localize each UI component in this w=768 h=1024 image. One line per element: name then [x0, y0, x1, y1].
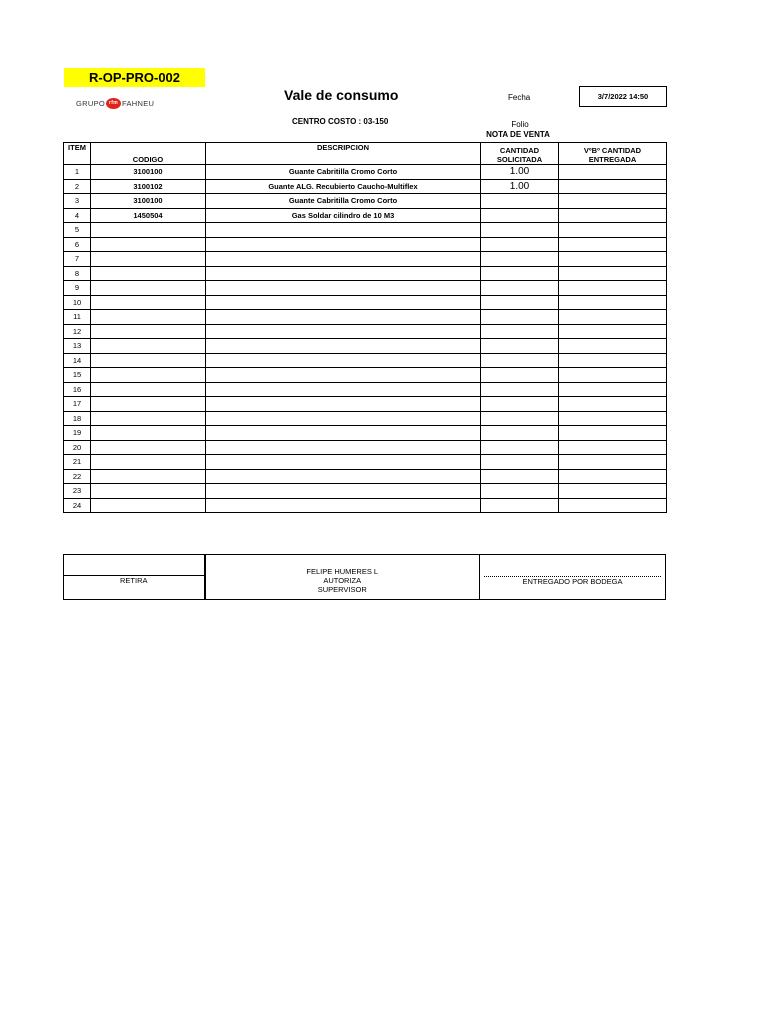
row-cantidad — [481, 237, 559, 252]
row-entregada — [559, 498, 667, 513]
table-row — [64, 194, 667, 209]
row-item: 17 — [64, 397, 91, 412]
row-entregada — [559, 194, 667, 209]
row-item: 10 — [64, 295, 91, 310]
row-codigo — [91, 310, 206, 325]
row-item: 3 — [64, 194, 91, 209]
row-codigo — [91, 281, 206, 296]
row-codigo — [91, 324, 206, 339]
row-descripcion — [206, 353, 481, 368]
row-item: 6 — [64, 237, 91, 252]
fecha-value: 3/7/2022 14:50 — [579, 86, 667, 107]
logo-text-right: FAHNEU — [122, 98, 155, 108]
header-vb-cantidad — [559, 143, 667, 165]
row-descripcion — [206, 469, 481, 484]
retira-cell — [64, 555, 205, 576]
row-item: 23 — [64, 484, 91, 499]
row-codigo — [91, 252, 206, 267]
row-item: 22 — [64, 469, 91, 484]
row-codigo — [91, 411, 206, 426]
row-descripcion — [206, 455, 481, 470]
row-entregada — [559, 484, 667, 499]
row-entregada — [559, 179, 667, 194]
row-descripcion: Guante ALG. Recubierto Caucho-Multiflex — [206, 179, 481, 194]
row-entregada — [559, 223, 667, 238]
centro-costo: CENTRO COSTO : 03-150 — [292, 117, 389, 126]
row-codigo — [91, 339, 206, 354]
table-row — [64, 455, 667, 470]
row-cantidad — [481, 411, 559, 426]
row-item: 11 — [64, 310, 91, 325]
row-entregada — [559, 411, 667, 426]
row-codigo: 3100102 — [91, 179, 206, 194]
row-codigo — [91, 440, 206, 455]
row-entregada — [559, 469, 667, 484]
row-item: 24 — [64, 498, 91, 513]
table-row — [64, 223, 667, 238]
table-row — [64, 339, 667, 354]
folio-label: Folio — [511, 120, 529, 129]
row-item: 18 — [64, 411, 91, 426]
row-descripcion — [206, 223, 481, 238]
retira-label: RETIRA — [64, 576, 205, 600]
row-cantidad — [481, 310, 559, 325]
row-codigo — [91, 455, 206, 470]
header-item: ITEM — [64, 143, 91, 165]
table-row — [64, 165, 667, 180]
supervisor-name-cell — [205, 555, 480, 576]
entregado-label: ENTREGADO POR BODEGA — [522, 576, 623, 586]
table-row — [64, 368, 667, 383]
row-cantidad — [481, 484, 559, 499]
row-cantidad — [481, 469, 559, 484]
table-row — [64, 295, 667, 310]
row-item: 4 — [64, 208, 91, 223]
row-cantidad — [481, 281, 559, 296]
row-descripcion — [206, 324, 481, 339]
row-entregada — [559, 310, 667, 325]
row-entregada — [559, 208, 667, 223]
company-logo — [76, 95, 154, 111]
form-code-badge: R-OP-PRO-002 — [64, 68, 205, 87]
row-cantidad — [481, 339, 559, 354]
row-cantidad: 1.00 — [481, 179, 559, 194]
row-item: 21 — [64, 455, 91, 470]
supervisor-name: FELIPE HUMERES L — [306, 566, 379, 576]
row-entregada — [559, 397, 667, 412]
row-codigo — [91, 484, 206, 499]
row-codigo — [91, 469, 206, 484]
table-row — [64, 440, 667, 455]
row-codigo: 3100100 — [91, 194, 206, 209]
table-row — [64, 498, 667, 513]
row-entregada — [559, 165, 667, 180]
row-cantidad — [481, 208, 559, 223]
row-item: 9 — [64, 281, 91, 296]
fecha-label: Fecha — [508, 93, 531, 102]
header-cantidad-line1: CANTIDAD — [499, 146, 540, 155]
row-codigo — [91, 353, 206, 368]
entregado-cell — [480, 555, 666, 576]
row-descripcion — [206, 252, 481, 267]
row-cantidad — [481, 295, 559, 310]
row-codigo — [91, 397, 206, 412]
row-cantidad — [481, 324, 559, 339]
row-entregada — [559, 252, 667, 267]
row-item: 13 — [64, 339, 91, 354]
header-cantidad-solicitada — [481, 143, 559, 165]
row-codigo — [91, 368, 206, 383]
row-cantidad — [481, 426, 559, 441]
row-cantidad — [481, 194, 559, 209]
row-codigo — [91, 498, 206, 513]
row-entregada — [559, 281, 667, 296]
row-descripcion — [206, 266, 481, 281]
header-codigo: CODIGO — [91, 143, 206, 165]
table-row — [64, 469, 667, 484]
row-entregada — [559, 295, 667, 310]
row-cantidad — [481, 252, 559, 267]
row-codigo — [91, 295, 206, 310]
row-descripcion — [206, 411, 481, 426]
row-item: 15 — [64, 368, 91, 383]
row-entregada — [559, 324, 667, 339]
header-vb-line1: VºBº CANTIDAD — [583, 146, 642, 155]
row-item: 20 — [64, 440, 91, 455]
table-row — [64, 411, 667, 426]
row-codigo: 3100100 — [91, 165, 206, 180]
row-entregada — [559, 237, 667, 252]
row-cantidad: 1.00 — [481, 165, 559, 180]
row-descripcion — [206, 382, 481, 397]
table-row — [64, 281, 667, 296]
table-row — [64, 382, 667, 397]
table-row — [64, 266, 667, 281]
supervisor-label: SUPERVISOR — [317, 584, 367, 594]
row-item: 5 — [64, 223, 91, 238]
row-item: 16 — [64, 382, 91, 397]
table-row — [64, 324, 667, 339]
entregado-label-cell — [480, 576, 666, 600]
row-descripcion: Guante Cabritilla Cromo Corto — [206, 194, 481, 209]
table-row — [64, 426, 667, 441]
row-cantidad — [481, 266, 559, 281]
nota-venta-label: NOTA DE VENTA — [486, 130, 550, 139]
row-codigo — [91, 237, 206, 252]
row-descripcion — [206, 339, 481, 354]
row-descripcion — [206, 426, 481, 441]
row-item: 2 — [64, 179, 91, 194]
row-item: 19 — [64, 426, 91, 441]
table-row — [64, 353, 667, 368]
table-row — [64, 179, 667, 194]
row-entregada — [559, 426, 667, 441]
row-entregada — [559, 353, 667, 368]
row-descripcion: Guante Cabritilla Cromo Corto — [206, 165, 481, 180]
row-cantidad — [481, 455, 559, 470]
row-entregada — [559, 266, 667, 281]
row-descripcion — [206, 440, 481, 455]
table-row — [64, 237, 667, 252]
row-codigo — [91, 382, 206, 397]
row-cantidad — [481, 368, 559, 383]
table-header-row — [64, 143, 667, 165]
row-entregada — [559, 440, 667, 455]
logo-text-left: GRUPO — [76, 98, 106, 108]
row-entregada — [559, 455, 667, 470]
row-codigo — [91, 223, 206, 238]
row-cantidad — [481, 397, 559, 412]
row-entregada — [559, 382, 667, 397]
row-descripcion — [206, 368, 481, 383]
row-cantidad — [481, 498, 559, 513]
row-cantidad — [481, 223, 559, 238]
table-row — [64, 397, 667, 412]
row-descripcion — [206, 295, 481, 310]
row-cantidad — [481, 353, 559, 368]
row-cantidad — [481, 440, 559, 455]
header-cantidad-line2: SOLICITADA — [496, 155, 543, 164]
row-codigo — [91, 266, 206, 281]
row-item: 14 — [64, 353, 91, 368]
row-codigo — [91, 426, 206, 441]
signature-table — [63, 554, 666, 600]
table-row — [64, 252, 667, 267]
page-title: Vale de consumo — [284, 87, 399, 103]
table-row — [64, 208, 667, 223]
table-row — [64, 484, 667, 499]
row-descripcion — [206, 498, 481, 513]
row-entregada — [559, 368, 667, 383]
autoriza-cell — [205, 576, 480, 600]
row-codigo: 1450504 — [91, 208, 206, 223]
logo-mark-icon: rfm — [106, 98, 121, 109]
row-entregada — [559, 339, 667, 354]
row-descripcion — [206, 484, 481, 499]
row-descripcion: Gas Soldar cilindro de 10 M3 — [206, 208, 481, 223]
row-item: 12 — [64, 324, 91, 339]
row-descripcion — [206, 237, 481, 252]
row-item: 1 — [64, 165, 91, 180]
header-vb-line2: ENTREGADA — [588, 155, 637, 164]
row-item: 8 — [64, 266, 91, 281]
items-table — [63, 142, 667, 513]
table-row — [64, 310, 667, 325]
row-item: 7 — [64, 252, 91, 267]
autoriza-label: AUTORIZA — [323, 575, 362, 585]
row-descripcion — [206, 281, 481, 296]
row-descripcion — [206, 397, 481, 412]
header-descripcion: DESCRIPCION — [206, 143, 481, 165]
row-cantidad — [481, 382, 559, 397]
row-descripcion — [206, 310, 481, 325]
